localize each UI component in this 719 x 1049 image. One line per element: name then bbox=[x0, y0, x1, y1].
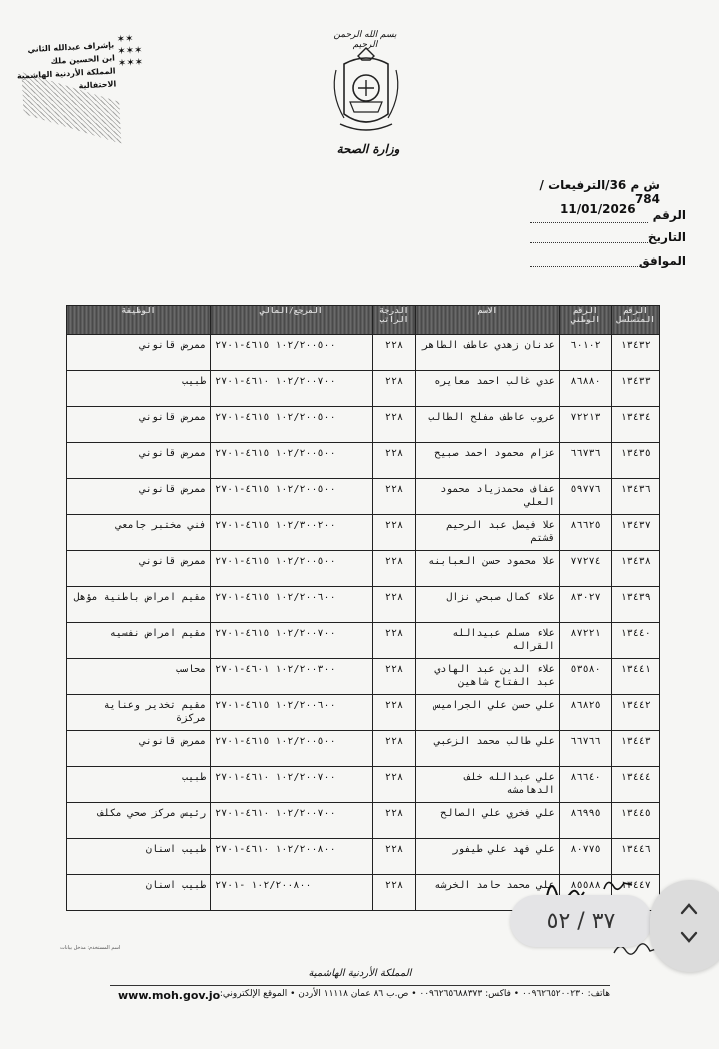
date-field-line bbox=[530, 242, 648, 243]
cell-job: طبيب اسنان bbox=[67, 875, 211, 911]
cell-job: رئيس مركز صحي مكلف bbox=[67, 803, 211, 839]
cell-seq: ١٣٤٣٩ bbox=[612, 587, 660, 623]
cell-grade: ٢٢٨ bbox=[372, 767, 416, 803]
header-name: الاسم bbox=[416, 306, 559, 335]
cell-job: مقيم امراض نفسيه bbox=[67, 623, 211, 659]
header-job: الوظيفة bbox=[67, 306, 211, 335]
header-national-id: الرقم الوطني bbox=[559, 306, 612, 335]
cell-account: ١٠٢/٢٠٠٥٠٠ ٤٦١٥-٢٧٠١ bbox=[211, 443, 372, 479]
cell-grade: ٢٢٨ bbox=[372, 875, 416, 911]
table-row bbox=[67, 659, 660, 695]
page-nav-control[interactable] bbox=[650, 880, 719, 972]
cell-name: علي طالب محمد الزعبي bbox=[416, 731, 559, 767]
cell-name: علاء مسلم عبيدالله القراله bbox=[416, 623, 559, 659]
cell-account: ١٠٢/٢٠٠٥٠٠ ٤٦١٥-٢٧٠١ bbox=[211, 551, 372, 587]
cell-seq: ١٣٤٤٠ bbox=[612, 623, 660, 659]
footer-divider bbox=[110, 985, 610, 986]
stamp-line: الاحتفالية bbox=[78, 79, 117, 91]
table-row bbox=[67, 803, 660, 839]
cell-national-id: ٦٠١٠٢ bbox=[559, 335, 612, 371]
table-row bbox=[67, 587, 660, 623]
table-row bbox=[67, 515, 660, 551]
cell-grade: ٢٢٨ bbox=[372, 371, 416, 407]
cell-name: علاء الدين عبد الهادي عبد الفتاح شاهين bbox=[416, 659, 559, 695]
cell-name: عروب عاطف مفلح الطالب bbox=[416, 407, 559, 443]
date-label-text: التاريخ bbox=[647, 230, 686, 244]
cell-account: ١٠٢/٢٠٠٥٠٠ ٤٦١٥-٢٧٠١ bbox=[211, 731, 372, 767]
cell-name: علا فيصل عبد الرحيم قشتم bbox=[416, 515, 559, 551]
stamp-line: ابن الحسين ملك bbox=[50, 53, 116, 66]
cell-seq: ١٣٤٤٢ bbox=[612, 695, 660, 731]
table-row bbox=[67, 335, 660, 371]
cell-grade: ٢٢٨ bbox=[372, 407, 416, 443]
cell-seq: ١٣٤٣٧ bbox=[612, 515, 660, 551]
cell-account: ١٠٢/٢٠٠٥٠٠ ٤٦١٥-٢٧٠١ bbox=[211, 407, 372, 443]
table-row bbox=[67, 551, 660, 587]
table-row bbox=[67, 623, 660, 659]
cell-job: ممرض قانوني bbox=[67, 443, 211, 479]
basmala: بسم الله الرحمن الرحيم bbox=[333, 30, 397, 50]
table-row bbox=[67, 479, 660, 515]
cell-account: ١٠٢/٢٠٠٧٠٠ ٤٦١٠-٢٧٠١ bbox=[211, 803, 372, 839]
cell-job: محاسب bbox=[67, 659, 211, 695]
cell-account: ١٠٢/٢٠٠٦٠٠ ٤٦١٥-٢٧٠١ bbox=[211, 695, 372, 731]
table-row bbox=[67, 371, 660, 407]
cell-job: ممرض قانوني bbox=[67, 731, 211, 767]
cell-national-id: ٦٦٧٦٦ bbox=[559, 731, 612, 767]
cell-name: عدنان زهدي عاطف الطاهر bbox=[416, 335, 559, 371]
chevron-up-icon[interactable] bbox=[678, 898, 700, 920]
cell-grade: ٢٢٨ bbox=[372, 623, 416, 659]
cell-name: علي فخري علي الصالح bbox=[416, 803, 559, 839]
chevron-down-icon[interactable] bbox=[678, 926, 700, 948]
reference-number-value: ش م 36/الترفيعات / 784 bbox=[539, 178, 660, 206]
promotions-table bbox=[66, 305, 660, 911]
cell-account: ١٠٢/٢٠٠٥٠٠ ٤٦١٥-٢٧٠١ bbox=[211, 335, 372, 371]
cell-job: فني مختبر جامعي bbox=[67, 515, 211, 551]
website-link[interactable]: www.moh.gov.jo bbox=[118, 989, 221, 1002]
table-row bbox=[67, 839, 660, 875]
cell-national-id: ٨٦٩٩٥ bbox=[559, 803, 612, 839]
coat-of-arms-icon bbox=[326, 44, 406, 136]
ministry-name: وزارة الصحة bbox=[336, 142, 400, 156]
cell-job: طبيب اسنان bbox=[67, 839, 211, 875]
cell-account: ١٠٢/٢٠٠٧٠٠ ٤٦١٠-٢٧٠١ bbox=[211, 767, 372, 803]
cell-job: ممرض قانوني bbox=[67, 407, 211, 443]
cell-job: مقيم تخدير وعناية مركزة bbox=[67, 695, 211, 731]
cell-seq: ١٣٤٤٧ bbox=[612, 875, 660, 911]
user-footnote: اسم المستخدم: مدخل بيانات bbox=[60, 945, 121, 951]
cell-seq: ١٣٤٤٣ bbox=[612, 731, 660, 767]
cell-national-id: ٨٠٧٧٥ bbox=[559, 839, 612, 875]
cell-name: عدي غالب احمد معايره bbox=[416, 371, 559, 407]
reference-date bbox=[560, 202, 650, 216]
cell-account: ١٠٢/٢٠٠٥٠٠ ٤٦١٥-٢٧٠١ bbox=[211, 479, 372, 515]
cell-seq: ١٣٤٣٣ bbox=[612, 371, 660, 407]
cell-grade: ٢٢٨ bbox=[372, 731, 416, 767]
initials-mark bbox=[600, 875, 640, 895]
cell-national-id: ٨٣٠٢٧ bbox=[559, 587, 612, 623]
cell-grade: ٢٢٨ bbox=[372, 839, 416, 875]
cell-national-id: ٧٧٢٧٤ bbox=[559, 551, 612, 587]
cell-seq: ١٣٤٣٦ bbox=[612, 479, 660, 515]
footer-country: المملكة الأردنية الهاشمية bbox=[308, 968, 412, 979]
cell-seq: ١٣٤٤٤ bbox=[612, 767, 660, 803]
header-grade: الدرجة الراتب bbox=[372, 306, 416, 335]
cell-account: ١٠٢/٢٠٠٨٠٠ ٤٦١٠-٢٧٠١ bbox=[211, 839, 372, 875]
cell-grade: ٢٢٨ bbox=[372, 443, 416, 479]
header-seq: الرقم المتسلسل bbox=[612, 306, 660, 335]
cell-job: طبيب bbox=[67, 767, 211, 803]
cell-national-id: ٥٣٥٨٠ bbox=[559, 659, 612, 695]
jubilee-stamp bbox=[16, 25, 154, 137]
header-account: المرجع/المالي bbox=[211, 306, 372, 335]
cell-grade: ٢٢٨ bbox=[372, 695, 416, 731]
cell-grade: ٢٢٨ bbox=[372, 479, 416, 515]
page-indicator[interactable] bbox=[510, 895, 652, 947]
cell-seq: ١٣٤٤١ bbox=[612, 659, 660, 695]
cell-account: ١٠٢/٢٠٠٧٠٠ ٤٦١٠-٢٧٠١ bbox=[211, 371, 372, 407]
cell-name: عفاف محمدزياد محمود العلي bbox=[416, 479, 559, 515]
cell-national-id: ٨٦٦٢٥ bbox=[559, 515, 612, 551]
cell-national-id: ٨٧٢٢١ bbox=[559, 623, 612, 659]
cell-grade: ٢٢٨ bbox=[372, 587, 416, 623]
page-indicator-label: ٣٧ / ٥٢ bbox=[546, 908, 616, 934]
cell-seq: ١٣٤٣٨ bbox=[612, 551, 660, 587]
cell-name: علي عبدالله خلف الدهامشه bbox=[416, 767, 559, 803]
cell-grade: ٢٢٨ bbox=[372, 515, 416, 551]
cell-grade: ٢٢٨ bbox=[372, 335, 416, 371]
cell-national-id: ٥٩٧٧٦ bbox=[559, 479, 612, 515]
cell-name: عزام محمود احمد صبيح bbox=[416, 443, 559, 479]
cell-job: ممرض قانوني bbox=[67, 335, 211, 371]
cell-name: علاء كمال صبحي نزال bbox=[416, 587, 559, 623]
cell-account: ١٠٢/٢٠٠٣٠٠ ٤٦٠١-٢٧٠١ bbox=[211, 659, 372, 695]
table-row bbox=[67, 407, 660, 443]
table-row bbox=[67, 443, 660, 479]
cell-name: علي حسن علي الجراميس bbox=[416, 695, 559, 731]
stamp-stars-icon: ✶✶ ✶✶✶ ✶✶✶ bbox=[116, 33, 144, 70]
cell-national-id: ٨٦٦٤٠ bbox=[559, 767, 612, 803]
cell-job: طبيب bbox=[67, 371, 211, 407]
cell-name: علا محمود حسن العبابنه bbox=[416, 551, 559, 587]
cell-account: ١٠٢/٢٠٠٦٠٠ ٤٦١٥-٢٧٠١ bbox=[211, 587, 372, 623]
cell-job: مقيم امراض باطنية مؤهل bbox=[67, 587, 211, 623]
reference-date-value: 11/01/2026 bbox=[560, 202, 636, 216]
cell-grade: ٢٢٨ bbox=[372, 551, 416, 587]
reference-label-text: الرقم bbox=[652, 208, 686, 222]
cell-national-id: ٦٦٧٣٦ bbox=[559, 443, 612, 479]
table-row bbox=[67, 767, 660, 803]
cell-national-id: ٨٦٨٢٥ bbox=[559, 695, 612, 731]
corresponding-field-line bbox=[530, 266, 648, 267]
cell-seq: ١٣٤٣٤ bbox=[612, 407, 660, 443]
table-row bbox=[67, 695, 660, 731]
corresponding-label-text: الموافق bbox=[639, 254, 686, 268]
footer-contact: هاتف: ٠٠٩٦٢٦٥٢٠٠٢٣٠ • فاكس: ٠٠٩٦٢٦٥٦٨٨٣٧٣ • ص.ب ٨٦ عمان ١١١١٨ الأردن • الموقع الإلكتروني: bbox=[219, 989, 610, 999]
cell-seq: ١٣٤٤٦ bbox=[612, 839, 660, 875]
cell-grade: ٢٢٨ bbox=[372, 659, 416, 695]
cell-account: ١٠٢/٢٠٠٧٠٠ ٤٦١٥-٢٧٠١ bbox=[211, 623, 372, 659]
date-dotted-line bbox=[530, 222, 648, 223]
cell-job: ممرض قانوني bbox=[67, 551, 211, 587]
cell-name: علي فهد علي طيفور bbox=[416, 839, 559, 875]
cell-seq: ١٣٤٣٢ bbox=[612, 335, 660, 371]
cell-national-id: ٨٦٨٨٠ bbox=[559, 371, 612, 407]
stamp-line: بإشراف عبدالله الثاني bbox=[27, 40, 115, 55]
stamp-line: المملكة الأردنية الهاشمية bbox=[16, 66, 116, 81]
cell-national-id: ٧٢٢١٣ bbox=[559, 407, 612, 443]
cell-account: ١٠٢/٣٠٠٢٠٠ ٤٦١٥-٢٧٠١ bbox=[211, 515, 372, 551]
cell-account: ١٠٢/٢٠٠٨٠٠ -٢٧٠١ bbox=[211, 875, 372, 911]
cell-job: ممرض قانوني bbox=[67, 479, 211, 515]
table-row bbox=[67, 731, 660, 767]
cell-national-id: ٨٥٥٨٨ bbox=[559, 875, 612, 911]
table-header-row bbox=[67, 306, 660, 335]
cell-seq: ١٣٤٤٥ bbox=[612, 803, 660, 839]
cell-seq: ١٣٤٣٥ bbox=[612, 443, 660, 479]
cell-grade: ٢٢٨ bbox=[372, 803, 416, 839]
cell-name: علي محمد حامد الخرشه bbox=[416, 875, 559, 911]
